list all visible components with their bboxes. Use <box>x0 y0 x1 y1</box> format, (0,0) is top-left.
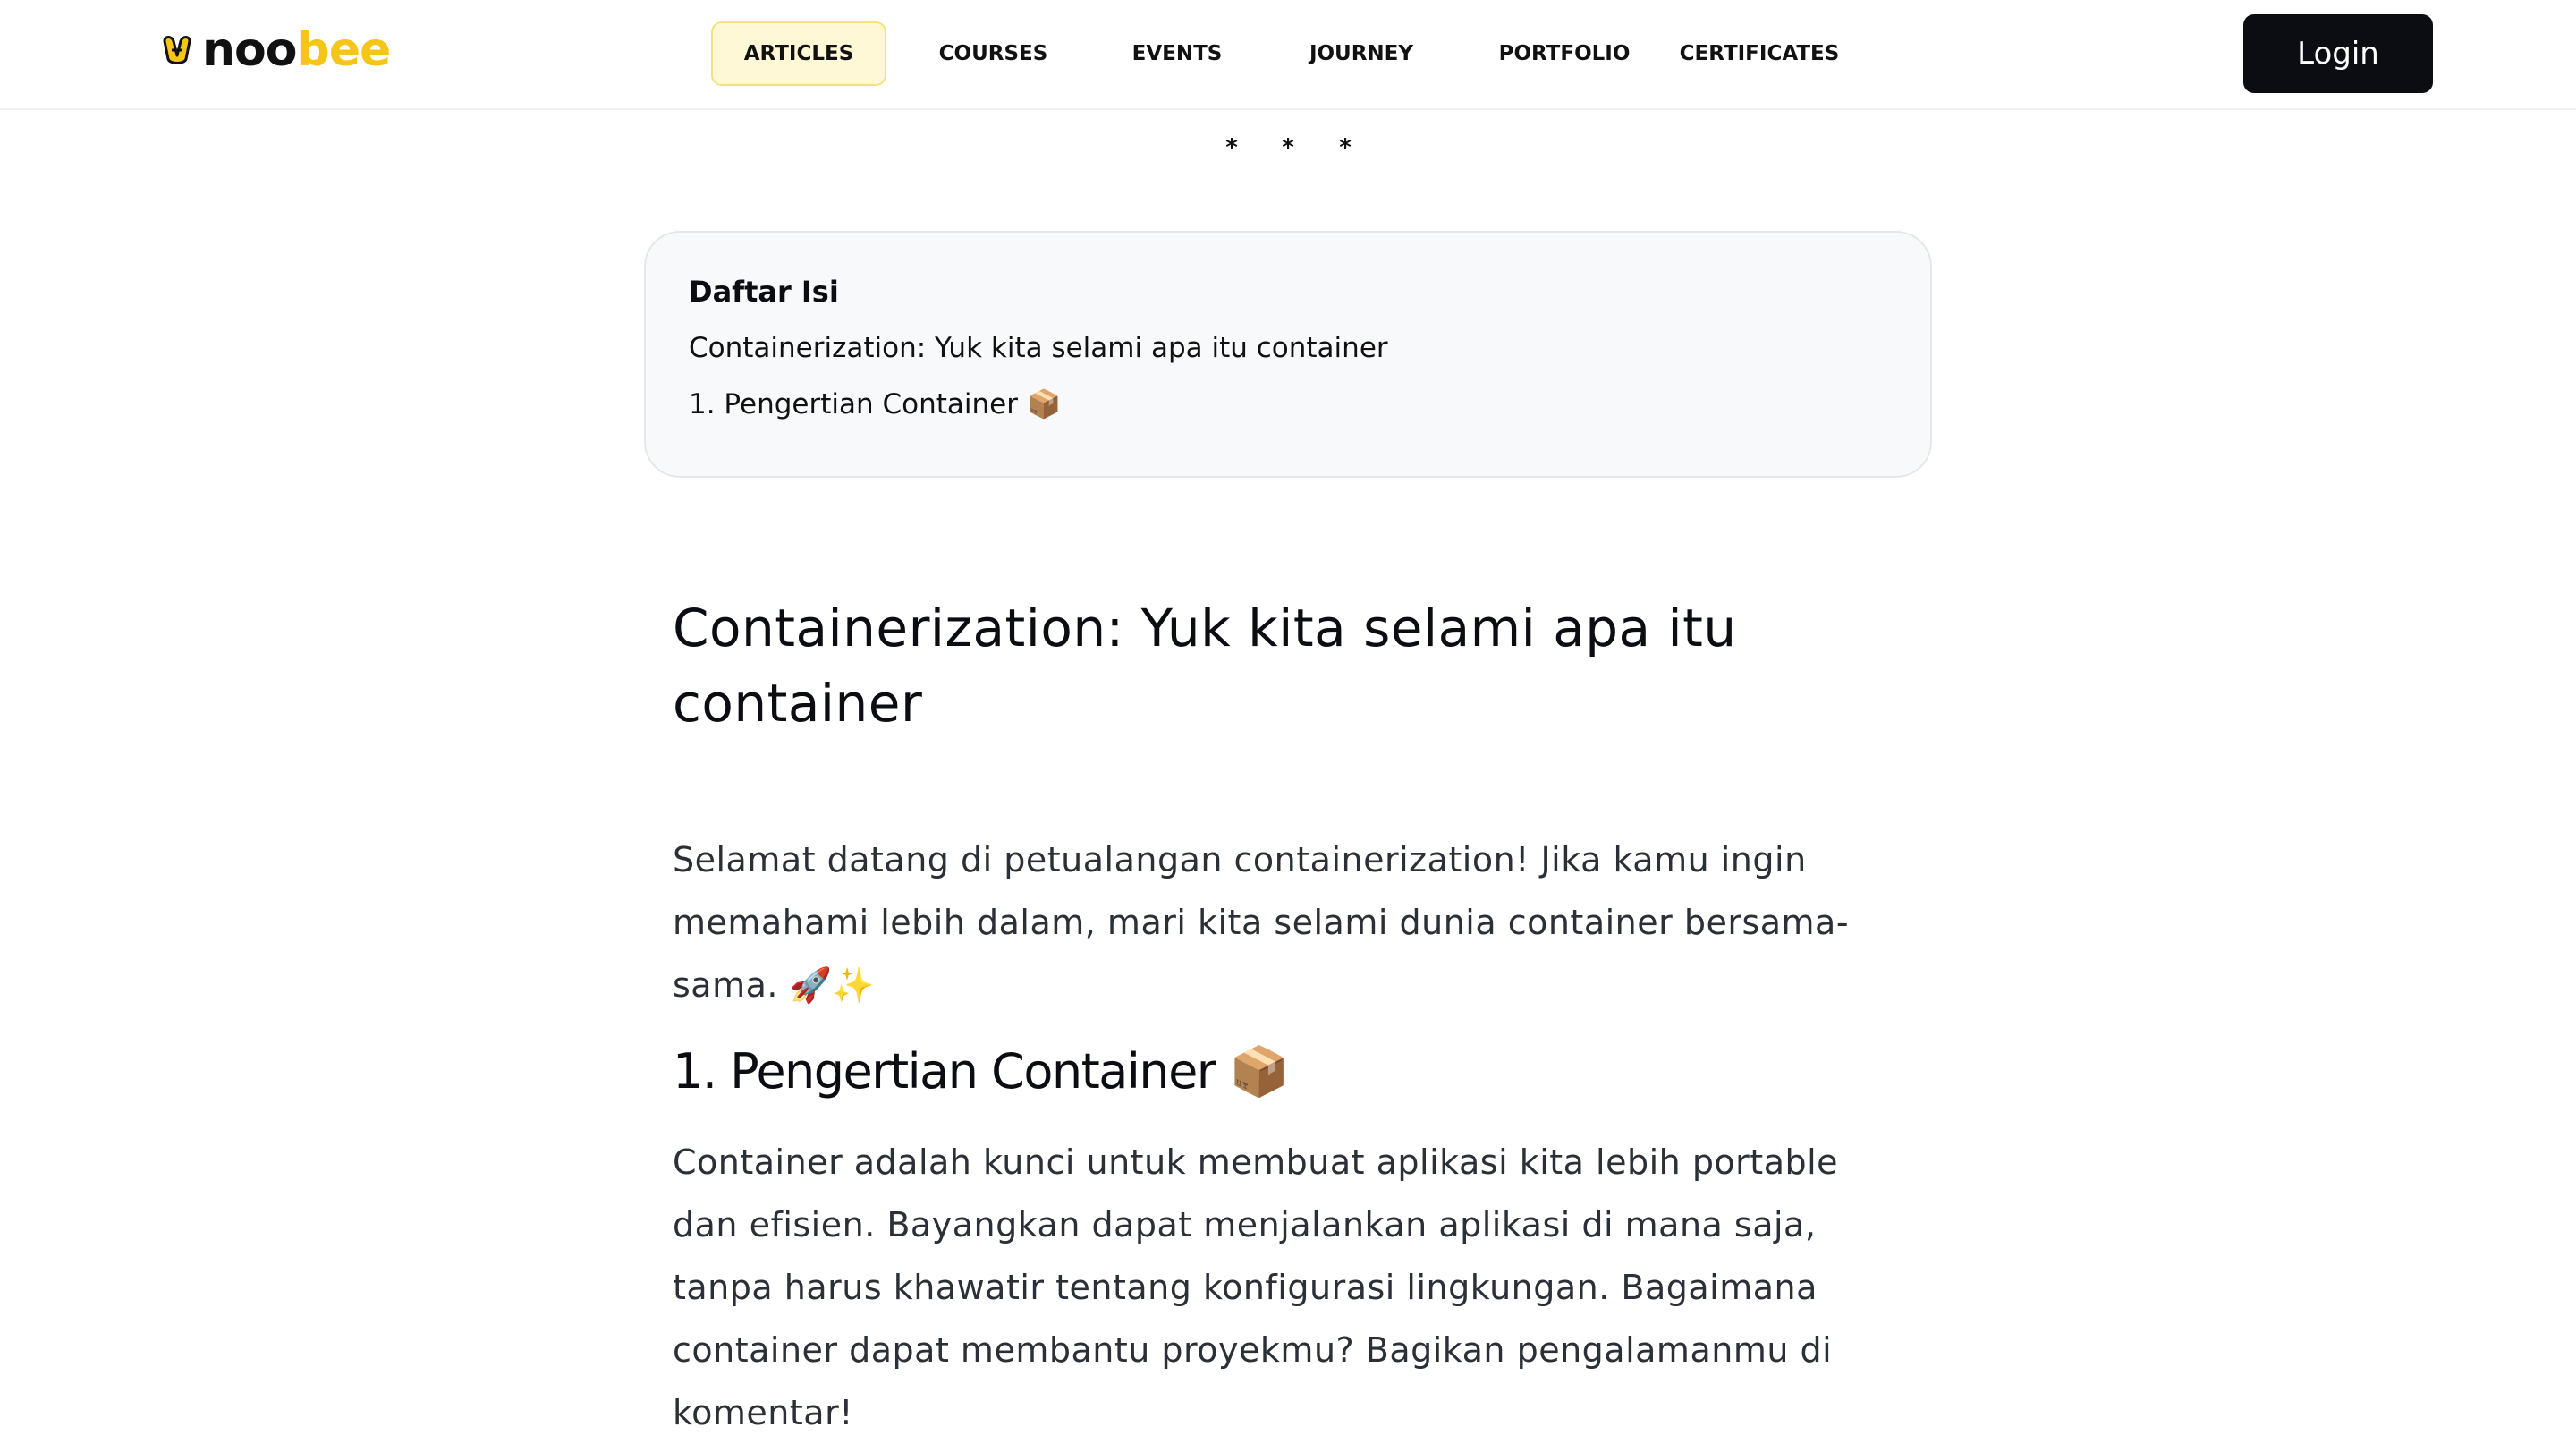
divider-star: * <box>1282 134 1294 161</box>
table-of-contents <box>644 231 1932 478</box>
top-navbar <box>0 0 2576 110</box>
noobee-logo[interactable] <box>159 23 390 77</box>
article-title: Containerization: Yuk kita selami apa itu container <box>673 598 1737 734</box>
toc-link-containerization[interactable]: Containerization: Yuk kita selami apa itu container <box>689 332 1388 364</box>
nav-item-articles[interactable]: ARTICLES <box>711 21 886 86</box>
logo-text-bee: bee <box>296 23 391 77</box>
toc-link-pengertian-container[interactable]: 1. Pengertian Container 📦 <box>689 388 1062 421</box>
divider-star: * <box>1339 134 1352 161</box>
login-button[interactable]: Login <box>2243 14 2433 93</box>
main-nav <box>711 20 1859 88</box>
logo-text-noo: noo <box>202 23 297 77</box>
section-heading-pengertian-container: 1. Pengertian Container 📦 <box>673 1043 1288 1100</box>
article-intro-paragraph: Selamat datang di petualangan containerization! Jika kamu ingin memahami lebih dalam, mari kita selami dunia container bersama-sama. 🚀✨ <box>673 840 1850 1005</box>
toc-title: Daftar Isi <box>689 275 839 309</box>
divider-star: * <box>1225 134 1238 161</box>
nav-item-certificates[interactable]: CERTIFICATES <box>1679 42 1840 65</box>
nav-item-journey[interactable]: JOURNEY <box>1309 42 1414 65</box>
bee-icon <box>159 32 195 68</box>
logo-wordmark <box>202 23 391 77</box>
nav-item-portfolio[interactable]: PORTFOLIO <box>1498 42 1631 65</box>
section-paragraph-pengertian-container: Container adalah kunci untuk membuat aplikasi kita lebih portable dan efisien. Bayangkan dapat menjalankan aplikasi di mana saja, tanpa harus khawatir tentang konfigurasi lingkungan. Bagaimana container dapat membantu proyekmu? Bagikan pengalamanmu di komentar! <box>673 1142 1839 1432</box>
nav-item-events[interactable]: EVENTS <box>1131 42 1223 65</box>
nav-item-courses[interactable]: COURSES <box>938 42 1048 65</box>
